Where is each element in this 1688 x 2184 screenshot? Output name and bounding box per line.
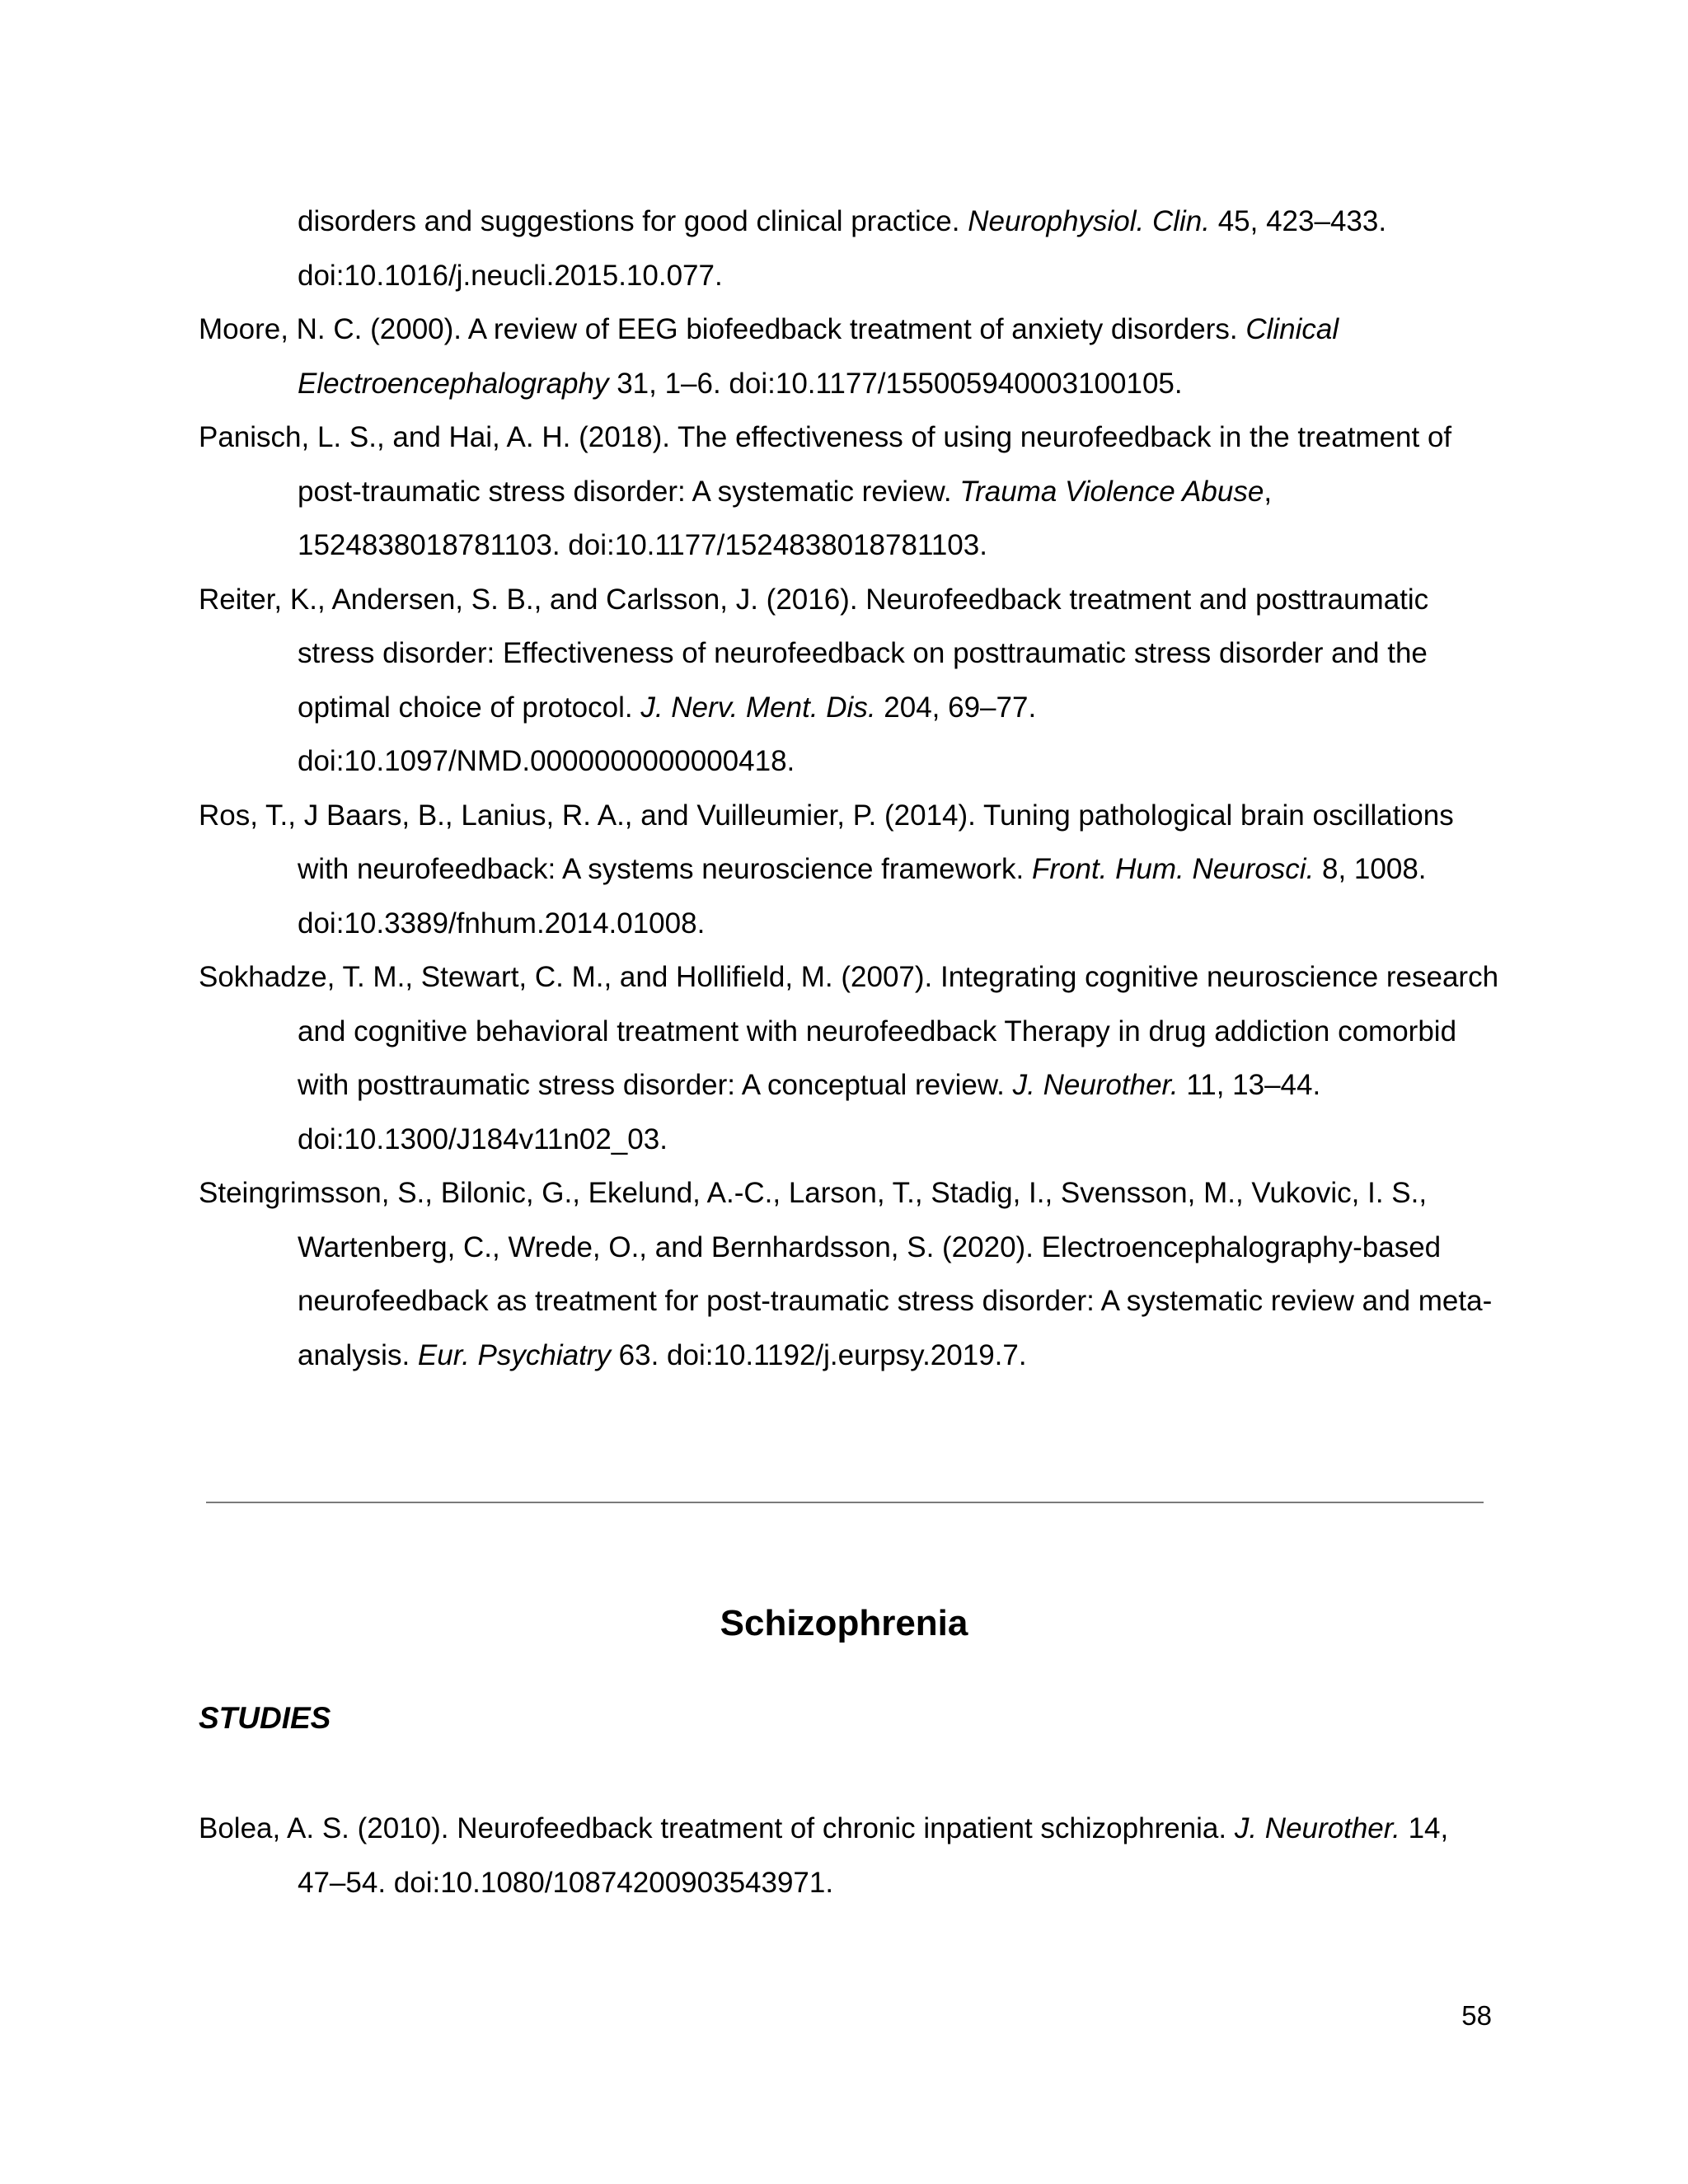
reference-details: 11, 13–44. doi:10.1300/J184v11n02_03.	[298, 1069, 1321, 1155]
subsection-heading: STUDIES	[199, 1701, 331, 1735]
reference-journal: Clinical Electroencephalography	[298, 313, 1339, 400]
reference-text: Moore, N. C. (2000). A review of EEG biofeedback treatment of anxiety disorders.	[199, 313, 1246, 345]
reference-entry	[199, 1802, 1499, 1910]
reference-details: 45, 423–433. doi:10.1016/j.neucli.2015.10.077.	[298, 205, 1387, 292]
reference-text: Ros, T., J Baars, B., Lanius, R. A., and Vuilleumier, P. (2014). Tuning pathological brain oscillations with neurofeedback: A systems neuroscience framework.	[199, 799, 1454, 885]
reference-text: Bolea, A. S. (2010). Neurofeedback treatment of chronic inpatient schizophrenia.	[199, 1812, 1235, 1844]
reference-text: Reiter, K., Andersen, S. B., and Carlsson, J. (2016). Neurofeedback treatment and posttraumatic stress disorder: Effectiveness of neurofeedback on posttraumatic stress disorder and the optimal choice of protocol.	[199, 583, 1429, 724]
reference-list-schizophrenia	[199, 1802, 1499, 1910]
reference-entry	[199, 789, 1499, 951]
reference-entry	[199, 410, 1499, 573]
reference-text: disorders and suggestions for good clinical practice.	[298, 205, 968, 237]
reference-entry	[199, 573, 1499, 789]
reference-text: Steingrimsson, S., Bilonic, G., Ekelund, A.-C., Larson, T., Stadig, I., Svensson, M., Vukovic, I. S., Wartenberg, C., Wrede, O., and Bernhardsson, S. (2020). Electroencephalography-based neurofeedback as treatment for post-traumatic stress disorder: A systematic review and meta-analysis.	[199, 1177, 1493, 1371]
section-divider	[206, 1502, 1484, 1503]
page-number: 58	[1461, 2000, 1492, 2031]
reference-details: 204, 69–77. doi:10.1097/NMD.0000000000000418.	[298, 691, 1037, 777]
reference-entry	[199, 950, 1499, 1166]
reference-text: Sokhadze, T. M., Stewart, C. M., and Hollifield, M. (2007). Integrating cognitive neuroscience research and cognitive behavioral treatment with neurofeedback Therapy in drug addiction comorbid with posttraumatic stress disorder: A conceptual review.	[199, 961, 1499, 1101]
reference-entry	[199, 194, 1499, 302]
section-heading: Schizophrenia	[720, 1603, 968, 1643]
reference-journal: Eur. Psychiatry	[417, 1338, 611, 1371]
reference-details: 8, 1008. doi:10.3389/fnhum.2014.01008.	[298, 853, 1427, 940]
reference-entry	[199, 302, 1499, 410]
reference-details: 31, 1–6. doi:10.1177/155005940003100105.	[608, 367, 1183, 400]
reference-journal: J. Neurother.	[1012, 1069, 1179, 1101]
reference-entry	[199, 1166, 1499, 1382]
reference-list-ptsd	[199, 194, 1499, 1382]
reference-journal: Front. Hum. Neurosci.	[1031, 853, 1315, 885]
reference-details: , 1524838018781103. doi:10.1177/1524838018781103.	[298, 475, 1273, 561]
reference-details: 63. doi:10.1192/j.eurpsy.2019.7.	[610, 1338, 1027, 1371]
reference-journal: J. Nerv. Ment. Dis.	[640, 691, 876, 724]
reference-journal: Neurophysiol. Clin.	[968, 205, 1210, 237]
reference-journal: J. Neurother.	[1234, 1812, 1400, 1844]
reference-text: Panisch, L. S., and Hai, A. H. (2018). The effectiveness of using neurofeedback in the treatment of post-traumatic stress disorder: A systematic review.	[199, 421, 1452, 508]
reference-journal: Trauma Violence Abuse	[959, 475, 1264, 508]
reference-details: 14, 47–54. doi:10.1080/10874200903543971.	[298, 1812, 1449, 1899]
